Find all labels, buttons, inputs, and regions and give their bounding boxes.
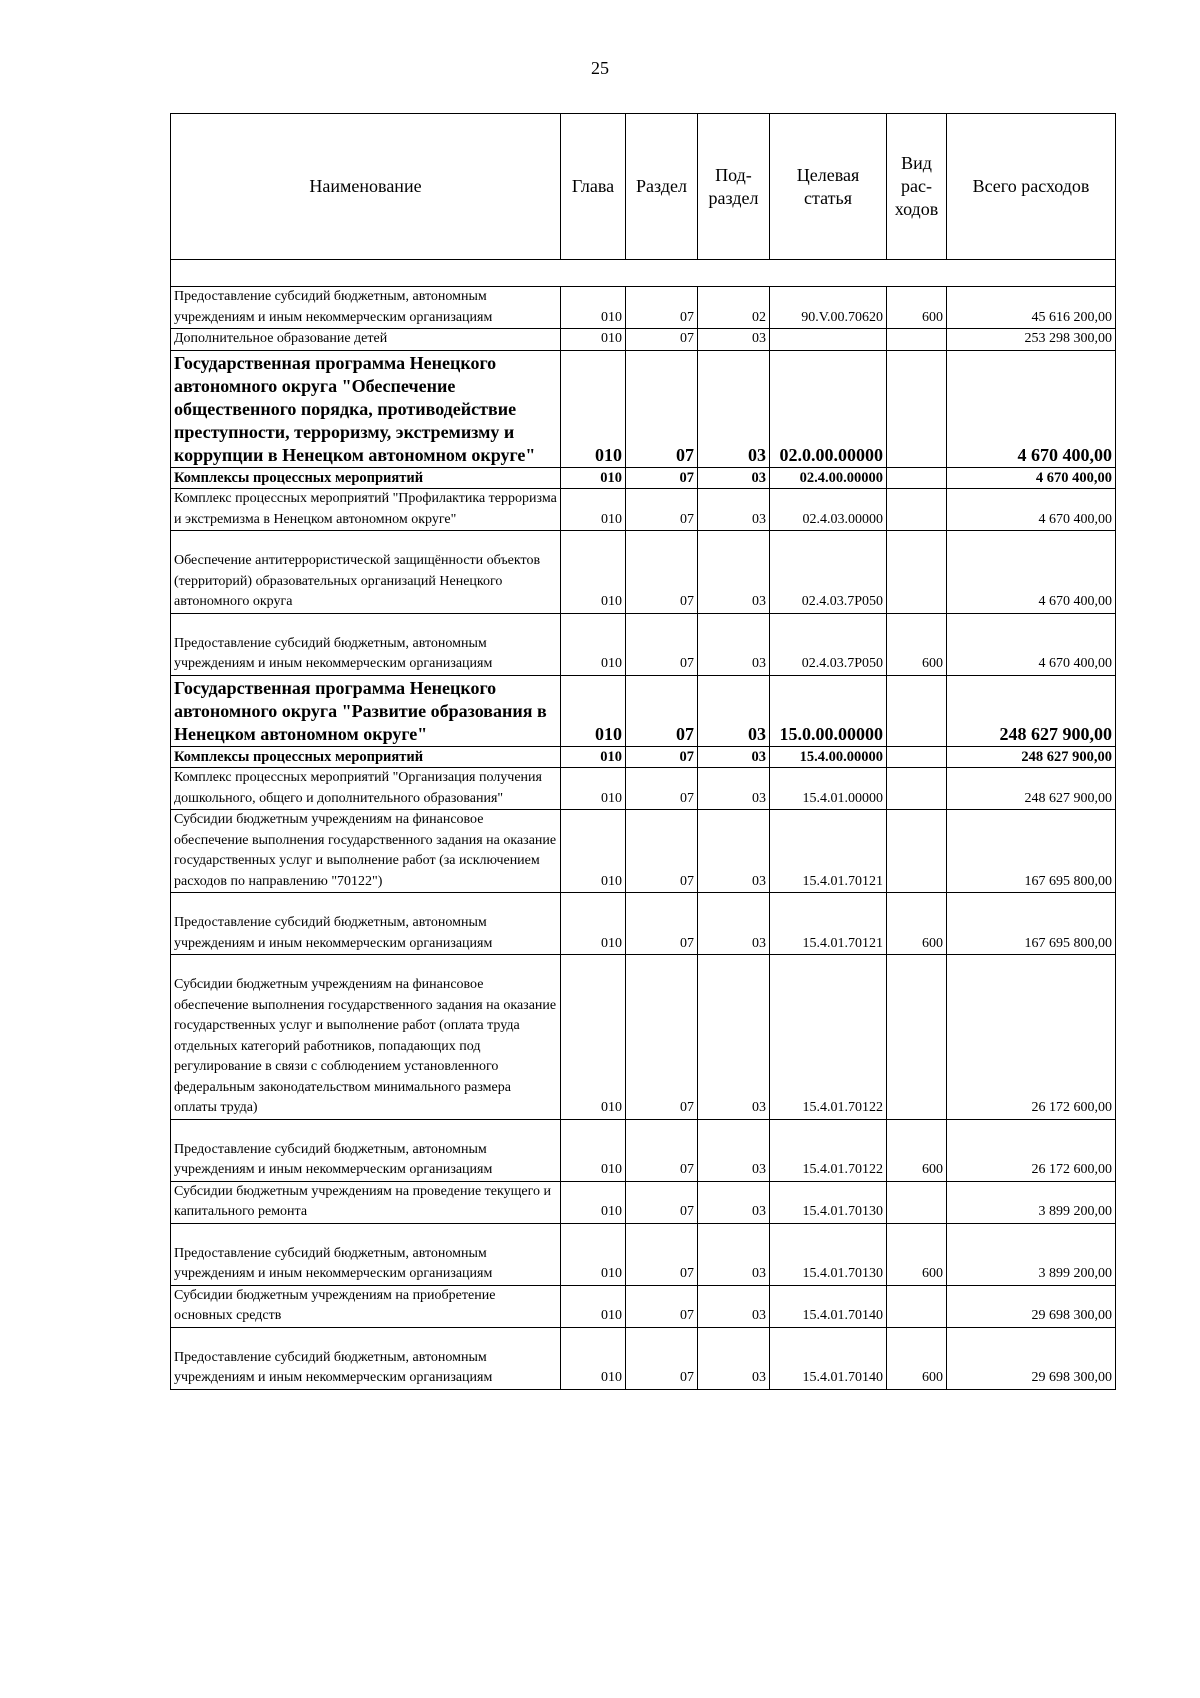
cell-glava: 010 [561,893,626,955]
cell-razdel: 07 [626,329,698,351]
cell-glava: 010 [561,675,626,746]
cell-podrazdel: 03 [698,768,770,810]
cell-podrazdel: 03 [698,1181,770,1223]
cell-celevaya: 15.4.01.70121 [770,810,887,893]
cell-razdel: 07 [626,1181,698,1223]
cell-name: Предоставление субсидий бюджетным, автономным учреждениям и иным некоммерческим организациям [171,1223,561,1285]
cell-total: 4 670 400,00 [947,613,1116,675]
cell-name: Субсидии бюджетным учреждениям на приобретение основных средств [171,1285,561,1327]
cell-vid: 600 [887,893,947,955]
cell-celevaya: 15.4.01.70122 [770,955,887,1120]
cell-razdel: 07 [626,531,698,614]
cell-razdel: 07 [626,746,698,768]
cell-total: 248 627 900,00 [947,675,1116,746]
cell-total: 167 695 800,00 [947,810,1116,893]
table-row [171,531,1116,614]
cell-vid [887,746,947,768]
cell-total: 29 698 300,00 [947,1327,1116,1389]
cell-celevaya: 15.4.00.00000 [770,746,887,768]
cell-total: 248 627 900,00 [947,768,1116,810]
header-celevaya: Целевая статья [770,114,887,260]
cell-name: Комплекс процессных мероприятий "Профилактика терроризма и экстремизма в Ненецком автономном округе" [171,489,561,531]
cell-vid: 600 [887,1119,947,1181]
cell-total: 29 698 300,00 [947,1285,1116,1327]
cell-celevaya: 15.4.01.70130 [770,1223,887,1285]
cell-glava: 010 [561,287,626,329]
cell-name: Государственная программа Ненецкого автономного округа "Обеспечение общественного порядка, противодействие преступности, терроризму, экстремизму и коррупции в Ненецком автономном округе" [171,350,561,467]
cell-razdel: 07 [626,810,698,893]
cell-name: Субсидии бюджетным учреждениям на проведение текущего и капитального ремонта [171,1181,561,1223]
cell-total: 253 298 300,00 [947,329,1116,351]
cell-razdel: 07 [626,613,698,675]
cell-name: Предоставление субсидий бюджетным, автономным учреждениям и иным некоммерческим организациям [171,613,561,675]
table-row [171,768,1116,810]
cell-razdel: 07 [626,350,698,467]
cell-glava: 010 [561,1285,626,1327]
cell-podrazdel: 03 [698,1327,770,1389]
table-spacer [171,260,1116,287]
cell-podrazdel: 03 [698,1223,770,1285]
cell-glava: 010 [561,531,626,614]
header-glava: Глава [561,114,626,260]
cell-total: 3 899 200,00 [947,1223,1116,1285]
table-row [171,746,1116,768]
cell-celevaya: 02.4.03.7P050 [770,613,887,675]
cell-razdel: 07 [626,893,698,955]
cell-vid [887,531,947,614]
cell-podrazdel: 03 [698,531,770,614]
cell-glava: 010 [561,467,626,489]
cell-name: Государственная программа Ненецкого автономного округа "Развитие образования в Ненецком автономном округе" [171,675,561,746]
cell-name: Предоставление субсидий бюджетным, автономным учреждениям и иным некоммерческим организациям [171,287,561,329]
cell-glava: 010 [561,1119,626,1181]
cell-celevaya: 02.4.03.00000 [770,489,887,531]
cell-name: Предоставление субсидий бюджетным, автономным учреждениям и иным некоммерческим организациям [171,1327,561,1389]
cell-total: 4 670 400,00 [947,467,1116,489]
cell-podrazdel: 03 [698,350,770,467]
table-row [171,329,1116,351]
table-row [171,613,1116,675]
table-row [171,489,1116,531]
cell-total: 4 670 400,00 [947,489,1116,531]
cell-razdel: 07 [626,675,698,746]
cell-razdel: 07 [626,287,698,329]
cell-vid [887,329,947,351]
cell-name: Субсидии бюджетным учреждениям на финансовое обеспечение выполнения государственного задания на оказание государственных услуг и выполнение работ (оплата труда отдельных категорий работников, попадающих под регулирование в связи с соблюдением установленного федеральным законодательством минимального размера оплаты труда) [171,955,561,1120]
cell-glava: 010 [561,329,626,351]
cell-podrazdel: 03 [698,746,770,768]
cell-podrazdel: 03 [698,955,770,1120]
header-name: Наименование [171,114,561,260]
cell-name: Обеспечение антитеррористической защищённости объектов (территорий) образовательных организаций Ненецкого автономного округа [171,531,561,614]
cell-celevaya: 15.4.01.70121 [770,893,887,955]
cell-razdel: 07 [626,1223,698,1285]
cell-podrazdel: 03 [698,467,770,489]
cell-vid [887,810,947,893]
table-row [171,955,1116,1120]
cell-total: 4 670 400,00 [947,350,1116,467]
cell-glava: 010 [561,1223,626,1285]
cell-total: 26 172 600,00 [947,955,1116,1120]
cell-podrazdel: 03 [698,613,770,675]
cell-celevaya: 02.0.00.00000 [770,350,887,467]
cell-glava: 010 [561,613,626,675]
cell-podrazdel: 03 [698,675,770,746]
header-total: Всего расходов [947,114,1116,260]
table-row [171,287,1116,329]
cell-glava: 010 [561,350,626,467]
cell-vid [887,675,947,746]
cell-podrazdel: 03 [698,1119,770,1181]
cell-total: 4 670 400,00 [947,531,1116,614]
cell-celevaya: 15.0.00.00000 [770,675,887,746]
table-row [171,1181,1116,1223]
cell-celevaya: 02.4.00.00000 [770,467,887,489]
expenditure-table [170,113,1116,1390]
cell-razdel: 07 [626,467,698,489]
cell-glava: 010 [561,746,626,768]
cell-podrazdel: 03 [698,1285,770,1327]
table-row [171,350,1116,467]
table-row [171,893,1116,955]
cell-name: Субсидии бюджетным учреждениям на финансовое обеспечение выполнения государственного задания на оказание государственных услуг и выполнение работ (за исключением расходов по направлению "70122") [171,810,561,893]
cell-razdel: 07 [626,489,698,531]
table-row [171,810,1116,893]
cell-glava: 010 [561,810,626,893]
table-row [171,467,1116,489]
page-number: 25 [591,58,609,78]
header-vid: Вид рас- ходов [887,114,947,260]
cell-name: Комплекс процессных мероприятий "Организация получения дошкольного, общего и дополнительного образования" [171,768,561,810]
cell-glava: 010 [561,489,626,531]
header-razdel: Раздел [626,114,698,260]
cell-celevaya: 15.4.01.70122 [770,1119,887,1181]
cell-podrazdel: 03 [698,329,770,351]
cell-vid: 600 [887,1327,947,1389]
cell-celevaya: 15.4.01.70140 [770,1327,887,1389]
cell-podrazdel: 03 [698,810,770,893]
cell-podrazdel: 03 [698,893,770,955]
cell-razdel: 07 [626,1285,698,1327]
table-row [171,1327,1116,1389]
cell-razdel: 07 [626,768,698,810]
cell-name: Предоставление субсидий бюджетным, автономным учреждениям и иным некоммерческим организациям [171,893,561,955]
cell-vid [887,350,947,467]
cell-vid [887,489,947,531]
cell-vid [887,1181,947,1223]
cell-celevaya [770,329,887,351]
table-row [171,1285,1116,1327]
cell-vid [887,955,947,1120]
cell-celevaya: 15.4.01.70140 [770,1285,887,1327]
cell-celevaya: 15.4.01.00000 [770,768,887,810]
cell-name: Комплексы процессных мероприятий [171,746,561,768]
cell-razdel: 07 [626,1119,698,1181]
cell-glava: 010 [561,768,626,810]
table-row [171,1119,1116,1181]
cell-total: 167 695 800,00 [947,893,1116,955]
cell-podrazdel: 03 [698,489,770,531]
cell-name: Комплексы процессных мероприятий [171,467,561,489]
cell-total: 26 172 600,00 [947,1119,1116,1181]
cell-glava: 010 [561,1327,626,1389]
cell-vid [887,467,947,489]
table-row [171,675,1116,746]
cell-razdel: 07 [626,1327,698,1389]
cell-razdel: 07 [626,955,698,1120]
cell-vid: 600 [887,287,947,329]
cell-vid: 600 [887,1223,947,1285]
cell-total: 45 616 200,00 [947,287,1116,329]
cell-vid: 600 [887,613,947,675]
cell-glava: 010 [561,955,626,1120]
cell-total: 248 627 900,00 [947,746,1116,768]
header-podrazdel: Под- раздел [698,114,770,260]
cell-celevaya: 02.4.03.7P050 [770,531,887,614]
cell-name: Предоставление субсидий бюджетным, автономным учреждениям и иным некоммерческим организациям [171,1119,561,1181]
table-row [171,1223,1116,1285]
cell-celevaya: 90.V.00.70620 [770,287,887,329]
cell-podrazdel: 02 [698,287,770,329]
cell-glava: 010 [561,1181,626,1223]
cell-total: 3 899 200,00 [947,1181,1116,1223]
table-header-row [171,114,1116,260]
cell-name: Дополнительное образование детей [171,329,561,351]
cell-celevaya: 15.4.01.70130 [770,1181,887,1223]
cell-vid [887,768,947,810]
cell-vid [887,1285,947,1327]
